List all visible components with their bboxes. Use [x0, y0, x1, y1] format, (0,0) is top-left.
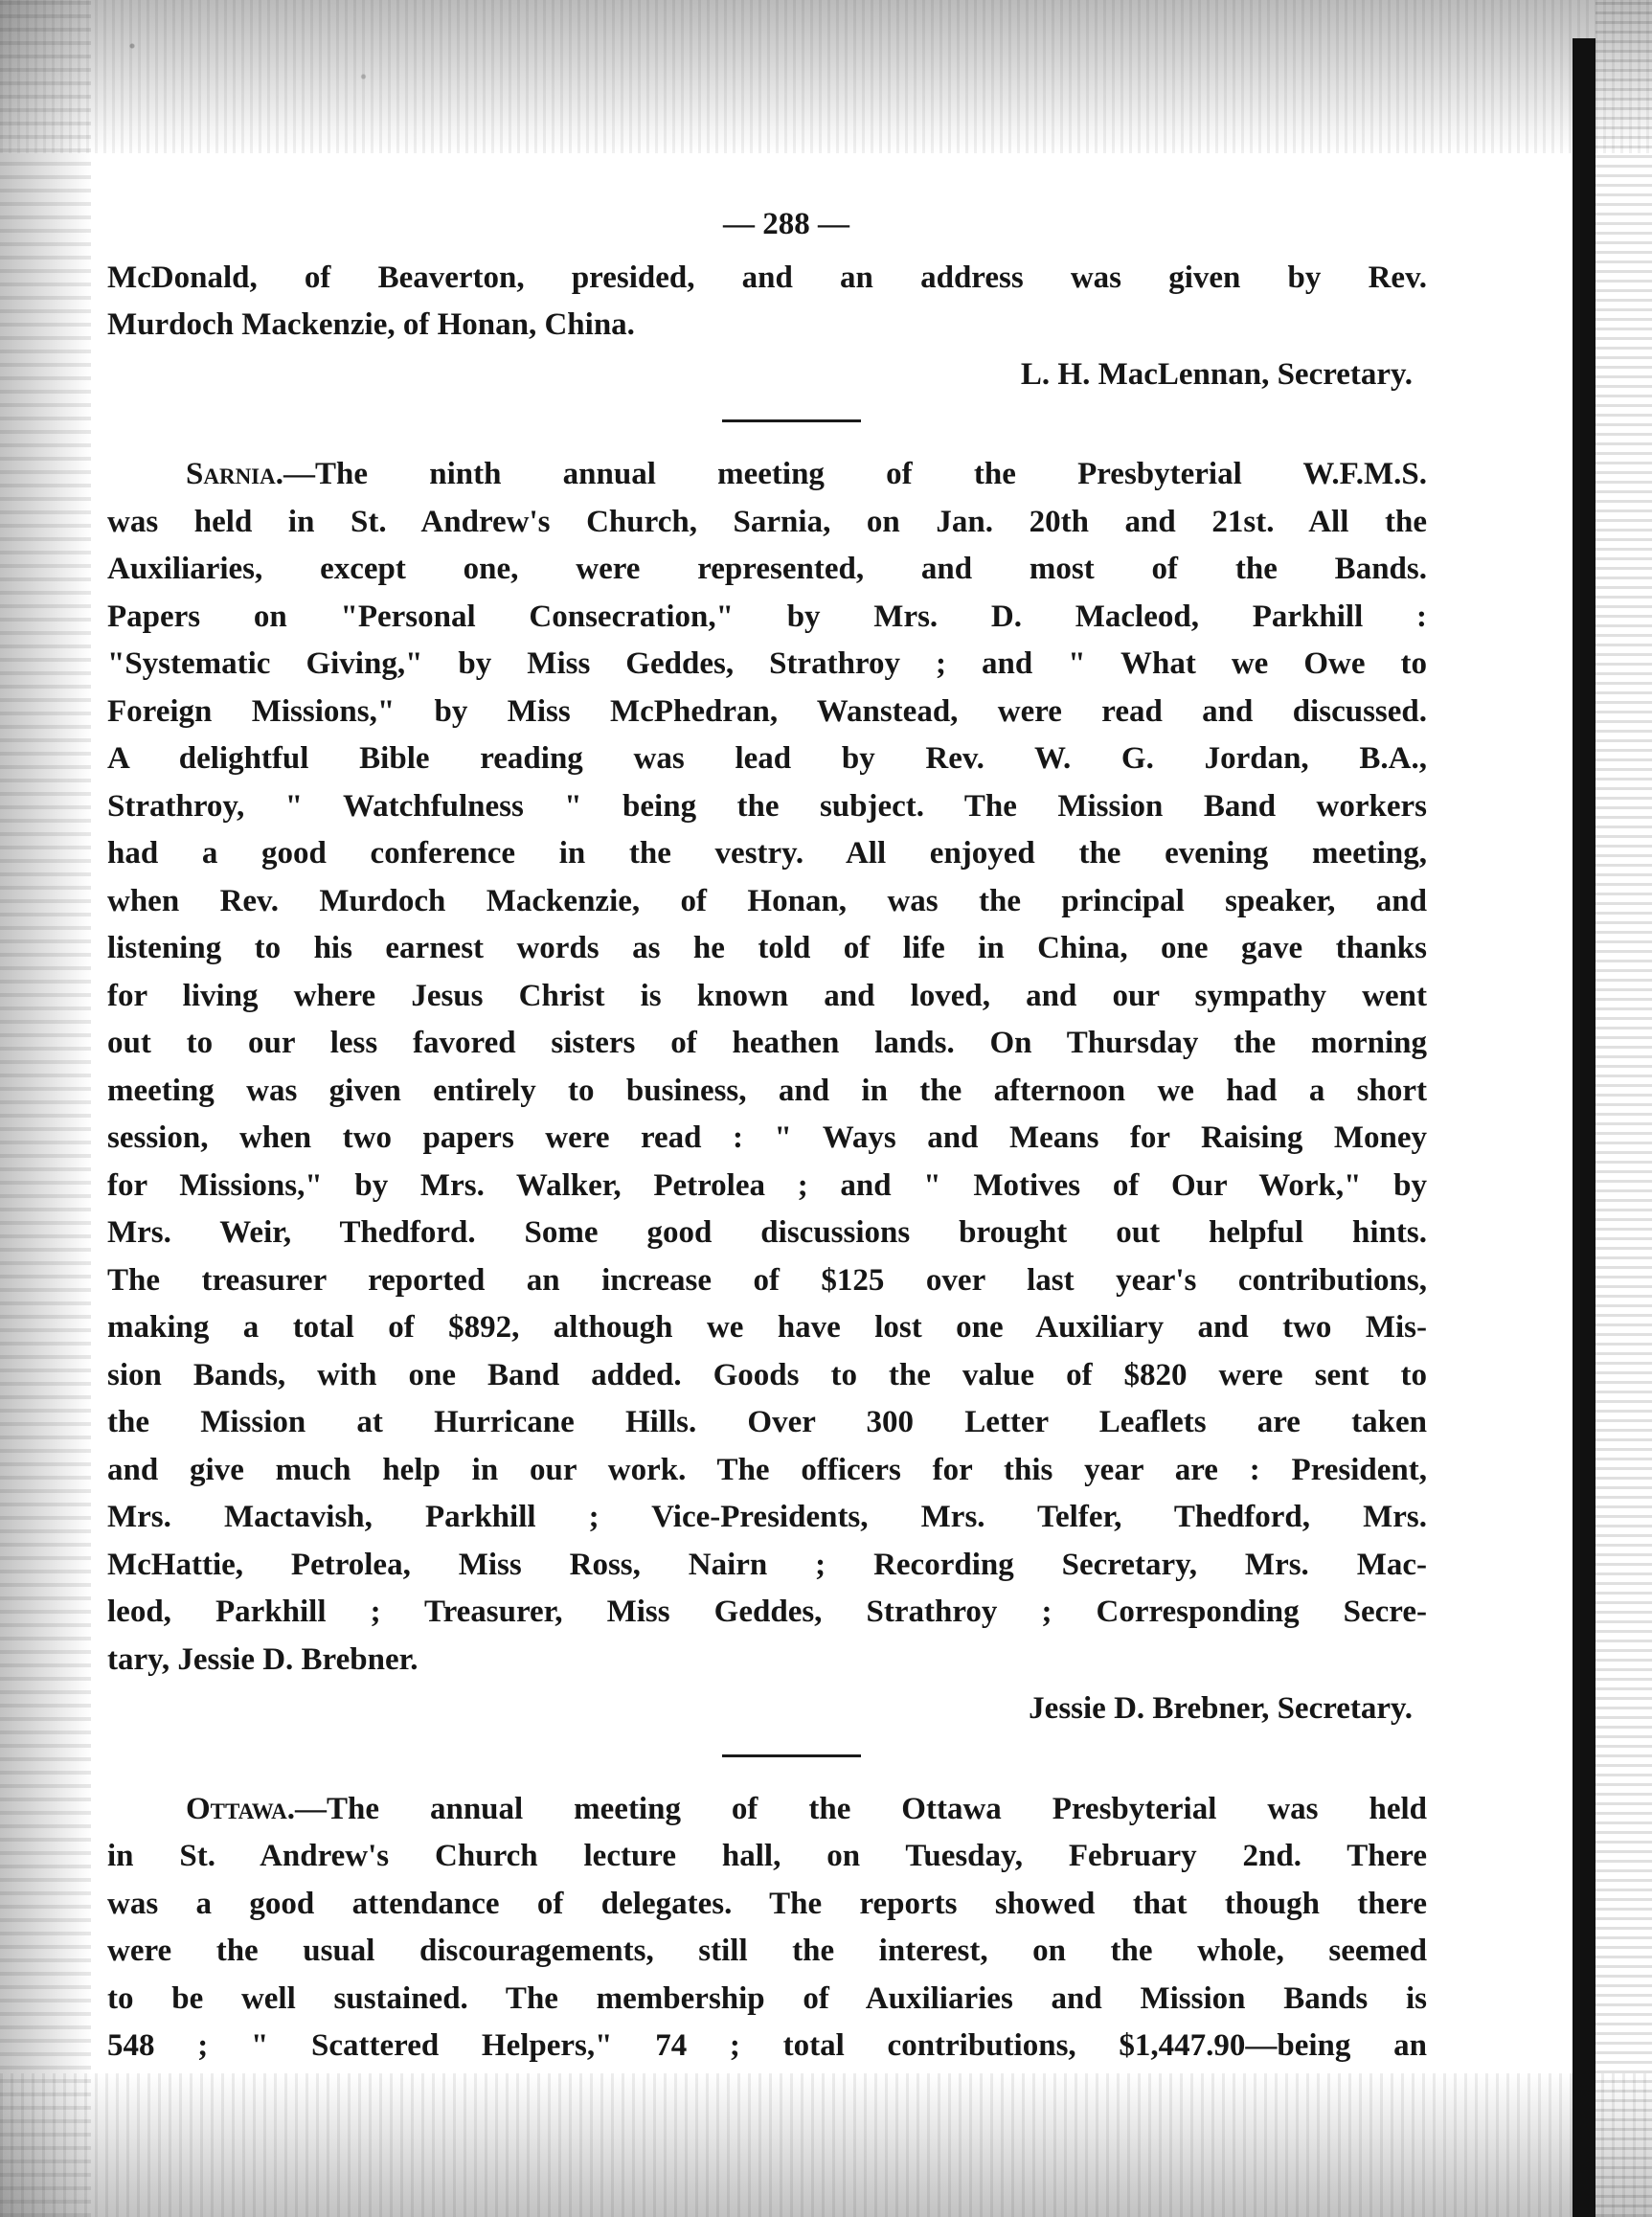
text-line: 548 ; " Scattered Helpers," 74 ; total contributions, $1,447.90—being an	[107, 2028, 1427, 2063]
text-line: Mrs. Mactavish, Parkhill ; Vice-Presidents, Mrs. Telfer, Thedford, Mrs.	[107, 1500, 1427, 1534]
text-line: Auxiliaries, except one, were represented, and most of the Bands.	[107, 552, 1427, 586]
scan-border-left	[0, 0, 91, 2217]
scan-border-bottom	[0, 2073, 1652, 2217]
text-line: was a good attendance of delegates. The reports showed that though there	[107, 1886, 1427, 1921]
text-line: McDonald, of Beaverton, presided, and an address was given by Rev.	[107, 260, 1427, 295]
text-line: meeting was given entirely to business, and in the afternoon we had a short	[107, 1073, 1427, 1108]
signature-maclennan: L. H. MacLennan, Secretary.	[1020, 356, 1413, 392]
text-line	[107, 451, 1427, 499]
document-page	[107, 201, 1427, 2070]
section-heading-sarnia: Sarnia.	[186, 457, 283, 491]
binding-shadow	[1573, 38, 1595, 2217]
text-line: McHattie, Petrolea, Miss Ross, Nairn ; Recording Secretary, Mrs. Mac-	[107, 1547, 1427, 1582]
text-line: listening to his earnest words as he told of life in China, one gave thanks	[107, 931, 1427, 965]
text-line: for Missions," by Mrs. Walker, Petrolea ; and " Motives of Our Work," by	[107, 1167, 1427, 1203]
text-line: out to our less favored sisters of heathen lands. On Thursday the morning	[107, 1026, 1427, 1060]
text-line: for living where Jesus Christ is known and loved, and our sympathy went	[107, 978, 1427, 1013]
text-line: the Mission at Hurricane Hills. Over 300 Letter Leaflets are taken	[107, 1405, 1427, 1439]
page-number: — 288 —	[723, 207, 849, 241]
text-line: were the usual discouragements, still the interest, on the whole, seemed	[107, 1934, 1427, 1968]
text-line: Foreign Missions," by Miss McPhedran, Wanstead, were read and discussed.	[107, 693, 1427, 729]
sarnia-paragraph	[107, 451, 1427, 1684]
signature-brebner: Jessie D. Brebner, Secretary.	[1029, 1691, 1413, 1726]
text-line: leod, Parkhill ; Treasurer, Miss Geddes, Strathroy ; Corresponding Secre-	[107, 1595, 1427, 1629]
text-line: sion Bands, with one Band added. Goods to the value of $820 were sent to	[107, 1357, 1427, 1392]
text-line-rest: —The annual meeting of the Ottawa Presbyterial was held	[295, 1791, 1427, 1826]
text-line: Strathroy, " Watchfulness " being the subject. The Mission Band workers	[107, 788, 1427, 824]
text-line	[107, 1786, 1427, 1834]
scan-border-top	[0, 0, 1652, 153]
text-line-rest: —The ninth annual meeting of the Presbyterial W.F.M.S.	[283, 457, 1427, 491]
text-line: in St. Andrew's Church lecture hall, on Tuesday, February 2nd. There	[107, 1839, 1427, 1873]
text-line: when Rev. Murdoch Mackenzie, of Honan, was the principal speaker, and	[107, 883, 1427, 918]
text-line: tary, Jessie D. Brebner.	[107, 1641, 419, 1677]
binding-edge	[1595, 0, 1652, 2217]
text-line: was held in St. Andrew's Church, Sarnia, on Jan. 20th and 21st. All the	[107, 504, 1427, 539]
text-line: session, when two papers were read : " Ways and Means for Raising Money	[107, 1120, 1427, 1155]
text-line: Mrs. Weir, Thedford. Some good discussions brought out helpful hints.	[107, 1215, 1427, 1250]
text-line: Murdoch Mackenzie, of Honan, China.	[107, 307, 635, 342]
text-line: to be well sustained. The membership of Auxiliaries and Mission Bands is	[107, 1980, 1427, 2016]
text-line: The treasurer reported an increase of $125 over last year's contributions,	[107, 1262, 1427, 1298]
ottawa-paragraph	[107, 1786, 1427, 2070]
section-divider	[722, 1754, 861, 1757]
intro-paragraph	[107, 255, 1427, 350]
text-line: A delightful Bible reading was lead by Rev. W. G. Jordan, B.A.,	[107, 741, 1427, 776]
text-line: making a total of $892, although we have lost one Auxiliary and two Mis-	[107, 1310, 1427, 1345]
text-line: had a good conference in the vestry. All enjoyed the evening meeting,	[107, 836, 1427, 871]
section-heading-ottawa: Ottawa.	[186, 1791, 296, 1826]
section-divider	[722, 419, 861, 422]
text-line: and give much help in our work. The officers for this year are : President,	[107, 1452, 1427, 1487]
text-line: "Systematic Giving," by Miss Geddes, Strathroy ; and " What we Owe to	[107, 646, 1427, 681]
text-line: Papers on "Personal Consecration," by Mrs. D. Macleod, Parkhill :	[107, 599, 1427, 634]
